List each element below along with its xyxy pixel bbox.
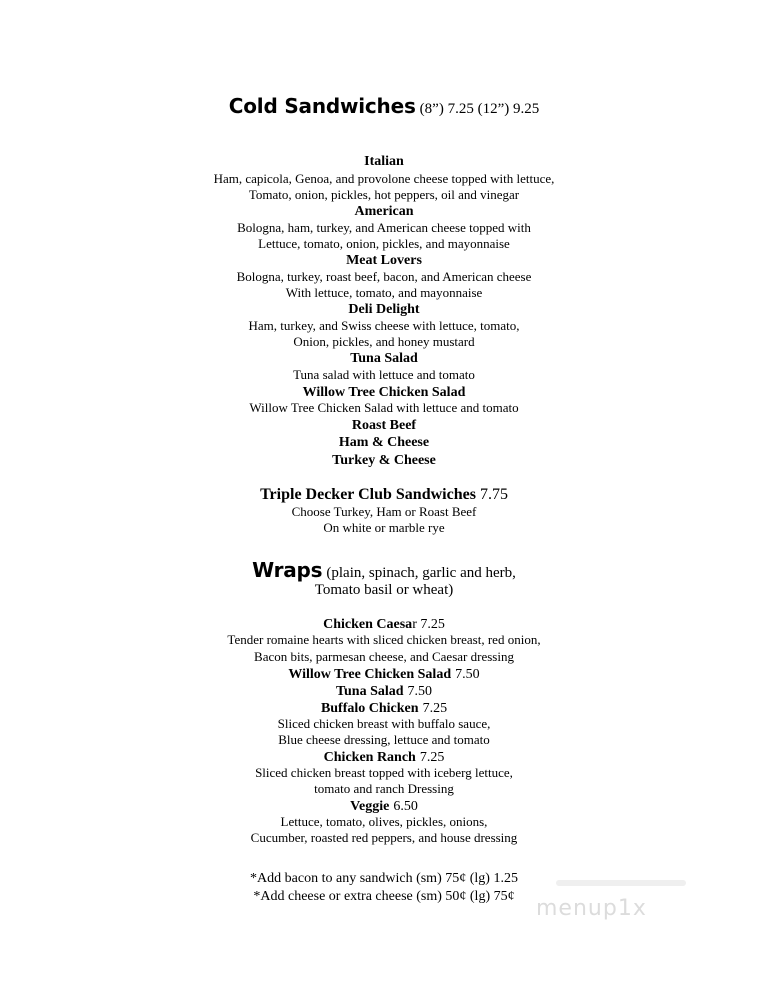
wrap-item-desc: Sliced chicken breast topped with iceberg lettuce, — [255, 765, 513, 780]
addon-bacon: *Add bacon to any sandwich (sm) 75¢ (lg) 1.25 — [250, 871, 518, 886]
club-desc: On white or marble rye — [323, 520, 445, 535]
wrap-item-price: 7.50 — [407, 684, 433, 699]
wrap-item-desc: Cucumber, roasted red peppers, and house dressing — [250, 830, 518, 845]
cold-sandwiches-title: Cold Sandwiches — [228, 94, 416, 118]
cold-item-desc: Lettuce, tomato, onion, pickles, and mayonnaise — [258, 236, 510, 251]
wraps-heading — [0, 558, 768, 582]
cold-item-name: American — [354, 204, 414, 219]
cold-item-name: Italian — [364, 154, 404, 169]
cold-item-desc: Willow Tree Chicken Salad with lettuce and tomato — [249, 400, 519, 415]
cold-item-name: Roast Beef — [351, 418, 417, 433]
wrap-item-desc: Bacon bits, parmesan cheese, and Caesar dressing — [254, 649, 514, 664]
wrap-item-name: Willow Tree Chicken Salad — [288, 667, 452, 682]
wrap-item — [0, 682, 768, 700]
cold-sandwiches-heading — [0, 94, 768, 118]
wrap-item-price: 6.50 — [393, 799, 418, 814]
cold-item-desc: Ham, capicola, Genoa, and provolone cheese topped with lettuce, — [213, 171, 555, 186]
wrap-item — [0, 797, 768, 815]
wrap-item-price: 7.25 — [422, 701, 448, 716]
wrap-item — [0, 748, 768, 766]
cold-item-desc: Tuna salad with lettuce and tomato — [293, 367, 475, 382]
wrap-item-name: Tuna Salad — [335, 684, 404, 699]
wraps-note-line2: Tomato basil or wheat) — [314, 582, 454, 598]
wrap-item-desc: Sliced chicken breast with buffalo sauce, — [277, 716, 491, 731]
club-heading — [0, 485, 768, 505]
wrap-item-desc: Tender romaine hearts with sliced chicken breast, red onion, — [227, 632, 541, 647]
cold-item-name: Deli Delight — [348, 302, 420, 317]
cold-item-name: Tuna Salad — [350, 351, 418, 366]
cold-item-desc: With lettuce, tomato, and mayonnaise — [285, 285, 483, 300]
club-title: Triple Decker Club Sandwiches — [260, 486, 476, 503]
club-price: 7.75 — [479, 486, 508, 503]
cold-sandwiches-price-note: (8”) 7.25 (12”) 9.25 — [419, 101, 540, 117]
wrap-item-desc: tomato and ranch Dressing — [314, 781, 454, 796]
cold-item-desc: Bologna, ham, turkey, and American cheese topped with — [237, 220, 531, 235]
wrap-item-price: r 7.25 — [412, 617, 445, 632]
cold-item-name: Meat Lovers — [346, 253, 422, 268]
addon-cheese: *Add cheese or extra cheese (sm) 50¢ (lg) 75¢ — [253, 889, 515, 904]
club-desc: Choose Turkey, Ham or Roast Beef — [291, 504, 477, 519]
wrap-item-name: Buffalo Chicken — [320, 701, 419, 716]
cold-item-desc: Bologna, turkey, roast beef, bacon, and American cheese — [236, 269, 532, 284]
cold-item-desc: Ham, turkey, and Swiss cheese with lettuce, tomato, — [248, 318, 520, 333]
wrap-item — [0, 665, 768, 683]
cold-item-name: Ham & Cheese — [338, 435, 430, 450]
wrap-item — [0, 615, 768, 633]
wrap-item-price: 7.50 — [455, 667, 480, 682]
watermark-smudge — [556, 880, 686, 886]
wraps-title: Wraps — [252, 558, 323, 582]
menupix-watermark: menup1x — [536, 896, 647, 921]
wrap-item-price: 7.25 — [419, 750, 445, 765]
wrap-item-name: Chicken Caesa — [323, 617, 413, 632]
wrap-item-name: Chicken Ranch — [323, 750, 416, 765]
cold-item-name: Willow Tree Chicken Salad — [302, 385, 466, 400]
wrap-item — [0, 699, 768, 717]
wrap-item-desc: Blue cheese dressing, lettuce and tomato — [278, 732, 490, 747]
cold-item-desc: Onion, pickles, and honey mustard — [293, 334, 475, 349]
cold-item-name: Turkey & Cheese — [332, 453, 436, 468]
wrap-item-desc: Lettuce, tomato, olives, pickles, onions, — [280, 814, 488, 829]
wraps-note: (plain, spinach, garlic and herb, — [326, 565, 516, 581]
cold-item-desc: Tomato, onion, pickles, hot peppers, oil and vinegar — [248, 187, 520, 202]
wrap-item-name: Veggie — [350, 799, 390, 814]
